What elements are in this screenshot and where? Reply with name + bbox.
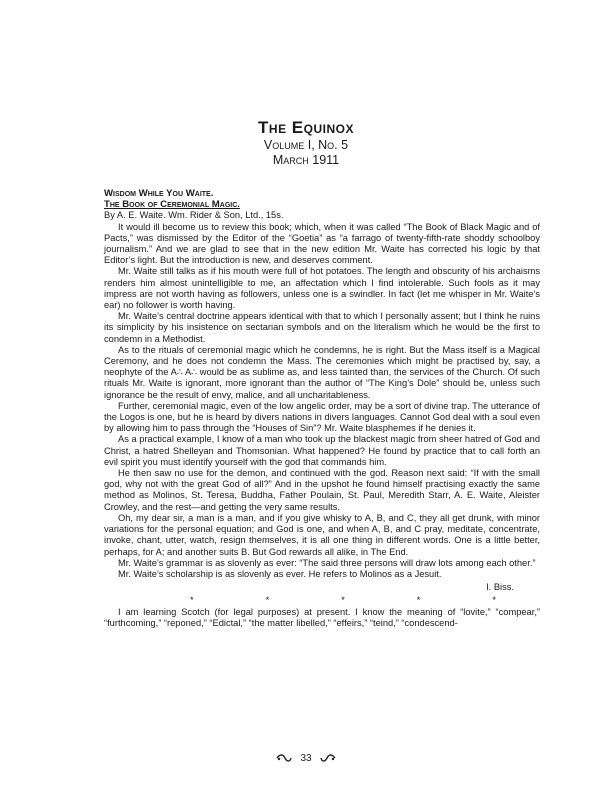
paragraph: As to the rituals of ceremonial magic which he condemns, he is right. But the Mass itself is a Magical Ceremony, and he does not condemn the Mass. The ceremonies which might be practised by, say, a neophyte of the A∴ A∴ would be as sublime as, and less tainted than, the services of the Church. Of such rituals Mr. Waite is ignorant, more ignorant than the author of “The King’s Dole” should be, unless such ignorance be the result of envy, malice, and all uncharitableness. <box>104 344 540 400</box>
next-review-paragraph: I am learning Scotch (for legal purposes) at present. I know the meaning of “lovite,” “compear,” “furthcoming,” “reponed,” “Edictal,” “the matter libelled,” “effeirs,” “teind,” “condescend- <box>104 606 540 628</box>
right-ornament-icon <box>320 754 336 762</box>
separator-star: * <box>416 595 421 606</box>
journal-date: March 1911 <box>272 153 340 167</box>
paragraph: Mr. Waite’s central doctrine appears identical with that to which I personally assent; but I think he ruins its simplicity by his insistence on sectarian symbols and on the literalism which he would be the first to condemn in a Methodist. <box>104 311 540 344</box>
separator-star: * <box>190 595 194 606</box>
page-body <box>104 188 540 629</box>
page-footer <box>0 753 612 764</box>
separator-star: * <box>265 595 270 606</box>
paragraph: Oh, my dear sir, a man is a man, and if you give whisky to A, B, and C, they all get drunk, with minor variations for the personal equation; and God is one, and when A, B, and C pray, meditate, concentrate, invoke, chant, utter, watch, resign themselves, it is all one thing in different words. One is a little better, perhaps, for A; and another suits B. But God rewards all alike, in The End. <box>104 512 540 557</box>
paragraph: It would ill become us to review this book; which, when it was called “The Book of Black Magic and of Pacts,” was dismissed by the Editor of the “Goetia” as “a farrago of twenty-fifth-rate shoddy schoolboy journalism.” And we are glad to see that in the new edition Mr. Waite has corrected his logic by that Editor’s light. But the introduction is new, and deserves comment. <box>104 221 540 266</box>
section-separator <box>104 593 540 606</box>
paragraph: He then saw no use for the demon, and continued with the god. Reason next said: “If with the small god, why not with the great God of all?” And in the upshot he found himself practising exactly the same method as Molinos, St. Teresa, Buddha, Father Poulain, St. Paul, Meredith Starr, A. E. Waite, Aleister Crowley, and the rest—and getting the very same results. <box>104 468 540 512</box>
book-title: The Book of Ceremonial Magic. <box>104 199 240 211</box>
separator-star: * <box>341 595 345 606</box>
page-number: 33 <box>300 753 312 764</box>
separator-star: * <box>492 595 496 606</box>
paragraph: Mr. Waite’s grammar is as slovenly as ever: “The said three persons will draw lots among each other.” <box>118 557 536 568</box>
paragraph: Mr. Waite’s scholarship is as slovenly as ever. He refers to Molinos as a Jesuit. <box>118 568 442 579</box>
masthead <box>0 118 612 168</box>
byline: By A. E. Waite. Wm. Rider & Son, Ltd., 15s. <box>104 210 284 221</box>
reviewer-signature: I. Biss. <box>486 582 514 593</box>
paragraph: Mr. Waite still talks as if his mouth were full of hot potatoes. The length and obscurity of his archaisms renders him almost unintelligible to me, an affectation which I find intolerable. Such fools as it may impress are not worth having as followers, unless one is a swindler. In fact (let me whisper in Mr. Waite’s ear) no follower is worth having. <box>104 266 540 311</box>
series-heading: Wisdom While You Waite. <box>104 188 214 199</box>
left-ornament-icon <box>276 754 292 762</box>
paragraph: As a practical example, I know of a man who took up the blackest magic from sheer hatred of God and Christ, a hatred Shelleyan and Thomsonian. What happened? He found by practice that to call forth an evil spirit you must identify yourself with the god that commands him. <box>104 434 540 467</box>
journal-volume: Volume I, No. 5 <box>263 138 349 152</box>
journal-title: The Equinox <box>258 118 354 137</box>
paragraph: Further, ceremonial magic, even of the low angelic order, may be a sort of divine trap. The utterance of the Logos is one, but he is heard by divers nations in divers languages. Cannot God deal with a soul even by allowing him to pass through the “Houses of Sin”? Mr. Waite blasphemes if he denies it. <box>104 400 540 434</box>
